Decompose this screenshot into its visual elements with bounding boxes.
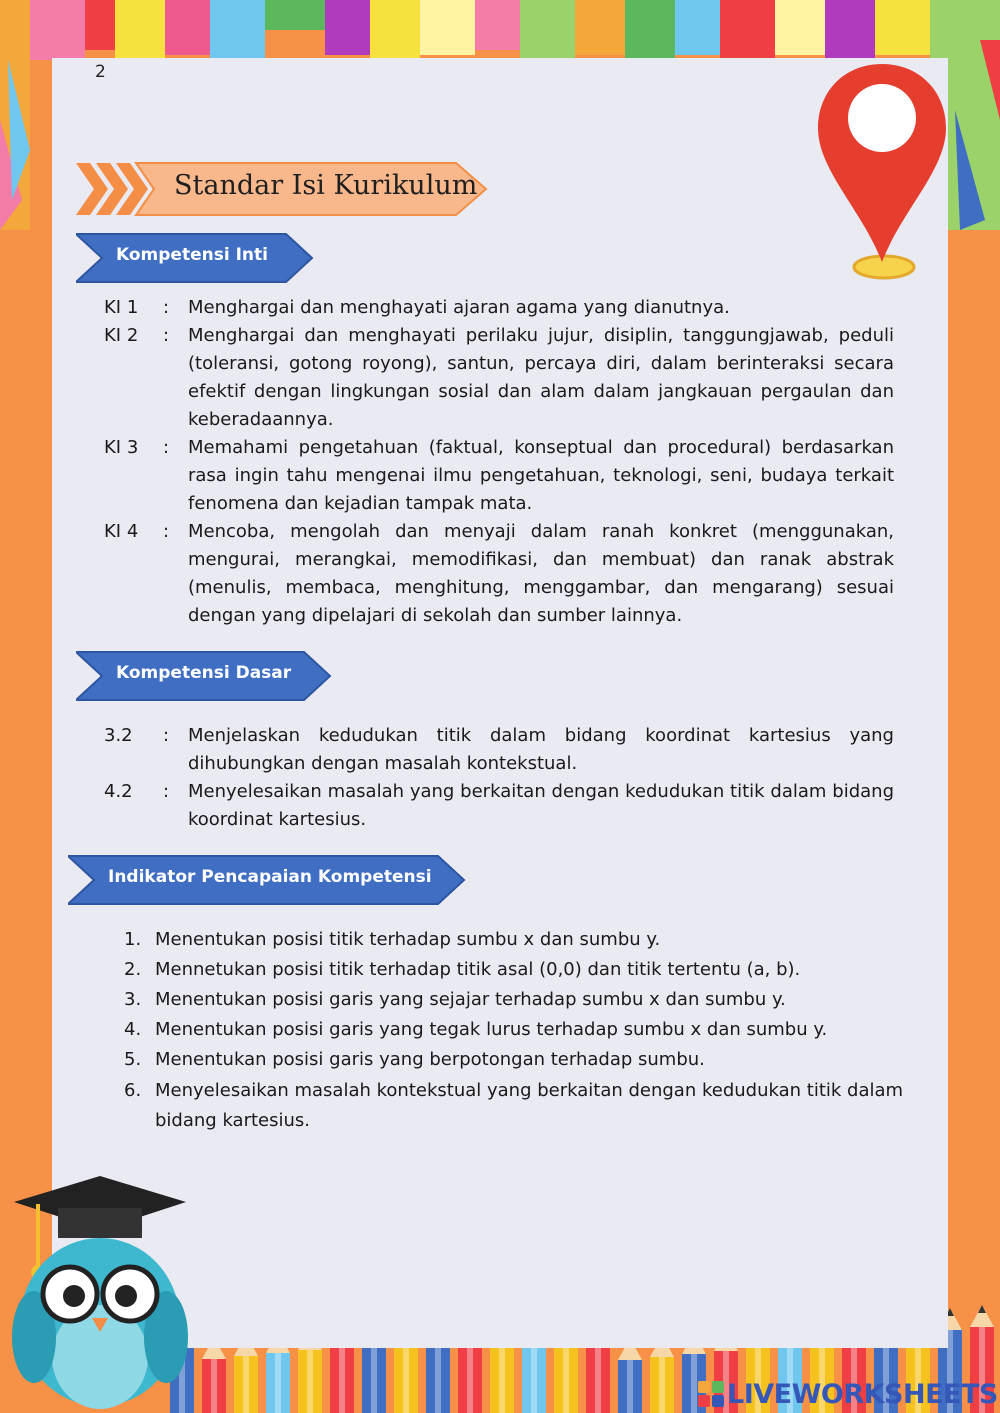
indicator-number: 1. [124, 929, 142, 950]
indicator-number: 5. [124, 1049, 142, 1070]
kd-label: 4.2 [104, 781, 133, 802]
map-pin-icon [812, 60, 952, 286]
ki-label: KI 4 [104, 521, 139, 542]
separator: : [163, 297, 170, 318]
indicator-text: Menyelesaikan masalah kontekstual yang berkaitan dengan kedudukan titik dalam bidang kartesius. [155, 1080, 904, 1131]
ki-label: KI 3 [104, 437, 139, 458]
section-heading-label: Kompetensi Dasar [116, 663, 292, 683]
ki-text: Memahami pengetahuan (faktual, konseptual dan procedural) berdasarkan rasa ingin tahu mengenai ilmu pengetahuan, teknologi, seni, budaya terkait fenomena dan kejadian tampak mata. [188, 437, 894, 514]
owl-graduate-icon [8, 1172, 198, 1413]
section-heading-indikator [68, 854, 466, 906]
logo-mark-icon [698, 1381, 724, 1407]
indicator-text: Menentukan posisi garis yang berpotongan terhadap sumbu. [155, 1049, 705, 1070]
indicator-number: 6. [124, 1080, 142, 1101]
ki-text: Mencoba, mengolah dan menyaji dalam ranah konkret (menggunakan, mengurai, merangkai, memodifikasi, dan membuat) dan ranak abstrak (menulis, membaca, menghitung, menggambar, dan mengarang) sesuai dengan yang dipelajari di sekolah dan sumber lainnya. [188, 521, 894, 626]
indicator-text: Menentukan posisi titik terhadap sumbu x dan sumbu y. [155, 929, 661, 950]
page-number: 2 [95, 62, 106, 82]
ki-text: Menghargai dan menghayati perilaku jujur, disiplin, tanggungjawab, peduli (toleransi, gotong royong), santun, percaya diri, dalam berinteraksi secara efektif dengan lingkungan sosial dan alam dalam jangkauan pergaulan dan keberadaannya. [188, 325, 894, 430]
separator: : [163, 325, 170, 346]
separator: : [163, 725, 170, 746]
separator: : [163, 521, 170, 542]
section-heading-kompetensi-inti [76, 232, 314, 284]
kd-label: 3.2 [104, 725, 133, 746]
pencil-icon [618, 1338, 642, 1413]
kd-text: Menyelesaikan masalah yang berkaitan dengan kedudukan titik dalam bidang koordinat kartesius. [188, 781, 894, 830]
ki-label: KI 1 [104, 297, 139, 318]
logo-text: LIVEWORKSHEETS [727, 1378, 998, 1410]
section-heading-label: Kompetensi Inti [116, 245, 268, 265]
indicator-number: 3. [124, 989, 142, 1010]
section-heading-kompetensi-dasar [76, 650, 332, 702]
page-title: Standar Isi Kurikulum [174, 170, 478, 201]
ki-text: Menghargai dan menghayati ajaran agama yang dianutnya. [188, 297, 730, 318]
indicator-number: 2. [124, 959, 142, 980]
kd-text: Menjelaskan kedudukan titik dalam bidang koordinat kartesius yang dihubungkan dengan masalah kontekstual. [188, 725, 894, 774]
pencil-icon [202, 1337, 226, 1413]
indicator-text: Menentukan posisi garis yang sejajar terhadap sumbu x dan sumbu y. [155, 989, 786, 1010]
separator: : [163, 781, 170, 802]
section-heading-label: Indikator Pencapaian Kompetensi [108, 867, 432, 887]
separator: : [163, 437, 170, 458]
liveworksheets-logo [698, 1378, 998, 1410]
indicator-text: Mennetukan posisi titik terhadap titik asal (0,0) dan titik tertentu (a, b). [155, 959, 801, 980]
indicator-text: Menentukan posisi garis yang tegak lurus terhadap sumbu x dan sumbu y. [155, 1019, 828, 1040]
title-banner [76, 161, 491, 217]
ki-label: KI 2 [104, 325, 139, 346]
indicator-number: 4. [124, 1019, 142, 1040]
